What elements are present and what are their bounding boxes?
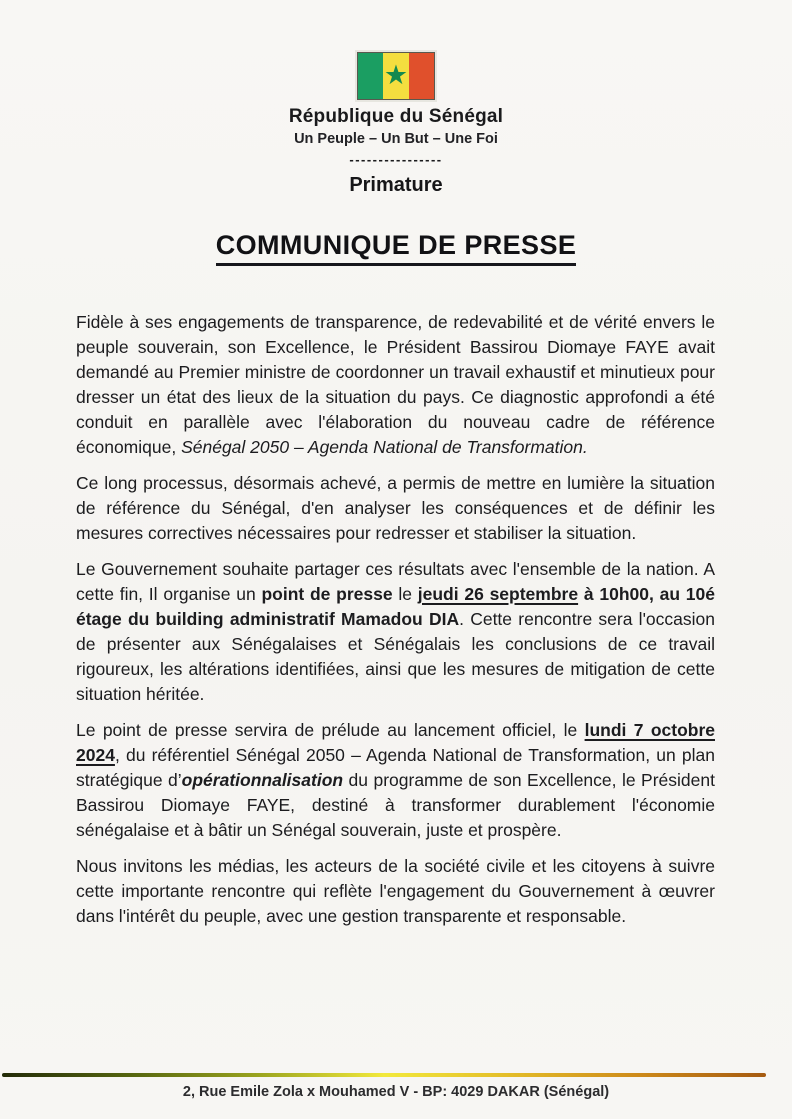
dashed-divider: ---------------- [349, 152, 443, 167]
national-motto: Un Peuple – Un But – Une Foi [294, 131, 498, 147]
paragraph: Fidèle à ses engagements de transparence, de redevabilité et de vérité envers le peuple souverain, son Excellence, le Président Bassirou Diomaye FAYE avait demandé au Premier ministre de coordonner un travail exhaustif et minutieux pour dresser un état des lieux de la situation du pays. Ce diagnostic approfondi a été conduit en parallèle avec l'élaboration du nouveau cadre de référence économique, Sénégal 2050 – Agenda National de Transformation. [76, 312, 715, 457]
title-section [0, 230, 792, 266]
republic-name: République du Sénégal [288, 106, 504, 127]
flag-star-icon: ★ [383, 59, 409, 90]
paragraph: Ce long processus, désormais achevé, a permis de mettre en lumière la situation de référence du Sénégal, d'en analyser les conséquences et de définir les mesures correctives nécessaires pour redresser et stabiliser la situation. [76, 473, 715, 543]
flag-stripe-yellow [383, 53, 408, 99]
document-title: COMMUNIQUE DE PRESSE [216, 230, 577, 266]
flag-stripe-green [358, 53, 383, 99]
paragraph: Le point de presse servira de prélude au lancement officiel, le lundi 7 octobre 2024, du référentiel Sénégal 2050 – Agenda National de Transformation, un plan stratégique d’opérationnalisation du programme de son Excellence, le Président Bassirou Diomaye FAYE, destiné à transformer durablement l'économie sénégalaise et à bâtir un Sénégal souverain, juste et prospère. [76, 720, 715, 840]
flag-stripe-red [409, 53, 434, 99]
issuing-office: Primature [349, 174, 443, 196]
press-release-body [76, 310, 715, 929]
paragraph: Le Gouvernement souhaite partager ces résultats avec l'ensemble de la nation. A cette fin, Il organise un point de presse le jeudi 26 septembre à 10h00, au 10é étage du building administratif Mamadou DIA. Cette rencontre sera l'occasion de présenter aux Sénégalaises et Sénégalais les conclusions de ce travail rigoureux, les altérations identifiées, ainsi que les mesures de mitigation de cette situation héritée. [76, 559, 715, 704]
footer-address: 2, Rue Emile Zola x Mouhamed V - BP: 4029 DAKAR (Sénégal) [182, 1084, 610, 1100]
senegal-flag-emblem [357, 52, 435, 100]
paragraph: Nous invitons les médias, les acteurs de la société civile et les citoyens à suivre cette importante rencontre qui reflète l'engagement du Gouvernement à œuvrer dans l'intérêt du peuple, avec une gestion transparente et responsable. [76, 856, 715, 926]
footer-accent-bar [2, 1073, 766, 1077]
letterhead [0, 0, 792, 197]
